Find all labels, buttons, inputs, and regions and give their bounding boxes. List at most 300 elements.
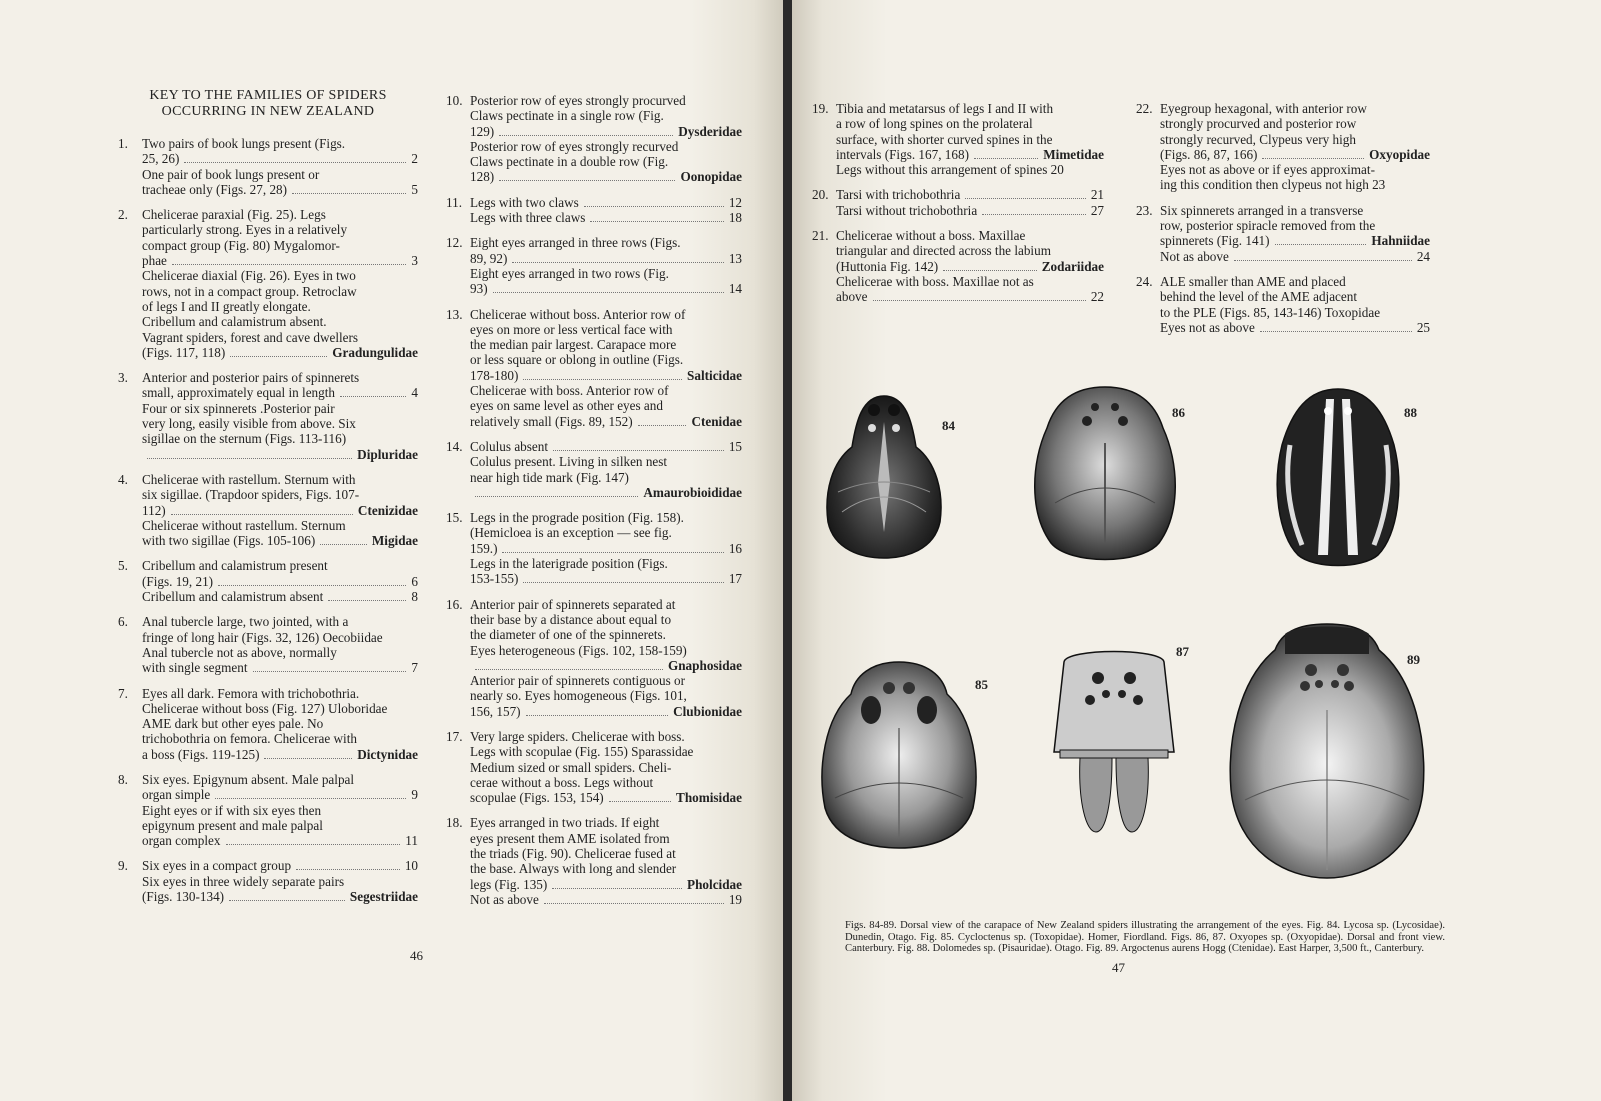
dot-leader bbox=[523, 379, 682, 380]
key-heading-line-2: OCCURRING IN NEW ZEALAND bbox=[161, 104, 375, 119]
dot-leader bbox=[526, 715, 669, 716]
spider-carapace-drawing-icon bbox=[815, 658, 983, 852]
couplet-text: eyes present them AME isolated from bbox=[470, 830, 670, 846]
couplet-text: (Figs. 117, 118) bbox=[142, 344, 226, 360]
page-number-left: 46 bbox=[410, 948, 423, 963]
couplet-text: very long, easily visible from above. Six bbox=[142, 416, 356, 432]
couplet-number: 11. bbox=[446, 194, 462, 210]
figure-87 bbox=[1050, 642, 1178, 838]
couplet-line bbox=[470, 139, 742, 154]
couplet-number: 14. bbox=[446, 438, 463, 454]
couplet-text: 25, 26) bbox=[142, 151, 180, 167]
couplet-line bbox=[142, 314, 418, 329]
couplet-text: a boss (Figs. 119-125) bbox=[142, 746, 260, 762]
couplet-number: 18. bbox=[446, 815, 463, 831]
dot-leader bbox=[171, 514, 353, 515]
couplet-text: behind the level of the AME adjacent bbox=[1160, 289, 1358, 305]
figure-89 bbox=[1225, 620, 1430, 882]
couplet-line bbox=[470, 744, 742, 759]
family-name: Migidae bbox=[371, 533, 418, 549]
couplet-line bbox=[142, 518, 418, 533]
couplet-line bbox=[142, 370, 418, 385]
key-couplet bbox=[118, 472, 418, 548]
couplet-line bbox=[142, 858, 418, 873]
couplet-text: Six eyes in three widely separate pairs bbox=[142, 873, 345, 889]
couplet-text: Eyes not as above or if eyes approximat- bbox=[1160, 162, 1375, 178]
key-entries bbox=[812, 101, 1104, 305]
couplet-text: Very large spiders. Chelicerae with boss. bbox=[470, 728, 685, 744]
family-name: Dysderidae bbox=[678, 123, 742, 139]
key-couplet bbox=[118, 136, 418, 197]
couplet-line bbox=[470, 281, 742, 296]
family-name: Mimetidae bbox=[1043, 146, 1104, 162]
couplet-line bbox=[142, 385, 418, 400]
couplet-number: 20. bbox=[812, 187, 829, 203]
couplet-line bbox=[142, 701, 418, 716]
dot-leader bbox=[553, 450, 724, 451]
couplet-text: scopulae (Figs. 153, 154) bbox=[470, 790, 604, 806]
couplet-text: the base. Always with long and slender bbox=[470, 861, 677, 877]
couplet-text: legs (Fig. 135) bbox=[470, 876, 548, 892]
dot-leader bbox=[475, 496, 638, 497]
couplet-number: 19. bbox=[812, 101, 829, 116]
key-column-1 bbox=[118, 88, 418, 914]
couplet-line bbox=[470, 510, 742, 525]
couplet-text: (Hemicloea is an exception — see fig. bbox=[470, 525, 672, 541]
couplet-line bbox=[142, 136, 418, 151]
couplet-line bbox=[836, 116, 1104, 131]
couplet-line bbox=[470, 398, 742, 413]
couplet-number: 23. bbox=[1136, 202, 1153, 218]
couplet-line bbox=[470, 337, 742, 352]
couplet-line bbox=[142, 803, 418, 818]
couplet-goto: 5 bbox=[411, 181, 418, 197]
couplet-text: 128) bbox=[470, 169, 495, 185]
couplet-text: Chelicerae diaxial (Fig. 26). Eyes in two bbox=[142, 268, 356, 284]
dot-leader bbox=[512, 262, 723, 263]
couplet-line bbox=[470, 556, 742, 571]
couplet-text: 93) bbox=[470, 281, 488, 297]
couplet-text: the median pair largest. Carapace more bbox=[470, 337, 677, 353]
couplet-line bbox=[836, 101, 1104, 116]
key-couplet bbox=[118, 772, 418, 848]
couplet-text: with single segment bbox=[142, 660, 248, 676]
family-name: Gnaphosidae bbox=[667, 657, 742, 673]
couplet-line bbox=[1160, 177, 1430, 192]
family-name: Zodariidae bbox=[1041, 258, 1104, 274]
couplet-line bbox=[470, 454, 742, 469]
couplet-line bbox=[470, 815, 742, 830]
couplet-line bbox=[142, 574, 418, 589]
couplet-text: Anterior and posterior pairs of spinnerets bbox=[142, 370, 360, 386]
couplet-goto: 7 bbox=[411, 660, 418, 676]
key-couplet bbox=[118, 207, 418, 360]
couplet-line bbox=[142, 268, 418, 283]
couplet-text: Eyes all dark. Femora with trichobothria. bbox=[142, 685, 360, 701]
key-column-2 bbox=[446, 93, 742, 917]
couplet-number: 16. bbox=[446, 596, 463, 612]
couplet-text: Chelicerae with rastellum. Sternum with bbox=[142, 471, 356, 487]
couplet-line bbox=[1160, 274, 1430, 289]
dot-leader bbox=[590, 221, 723, 222]
couplet-text: 89, 92) bbox=[470, 250, 508, 266]
dot-leader bbox=[253, 671, 407, 672]
couplet-line bbox=[1160, 249, 1430, 264]
dot-leader bbox=[229, 900, 345, 901]
key-couplet bbox=[446, 93, 742, 185]
couplet-text: Vagrant spiders, forest and cave dwellers bbox=[142, 329, 359, 345]
dot-leader bbox=[1262, 158, 1364, 159]
couplet-number: 5. bbox=[118, 558, 128, 574]
couplet-text: Anal tubercle not as above, normally bbox=[142, 644, 337, 660]
couplet-text: Eyes arranged in two triads. If eight bbox=[470, 815, 660, 831]
couplet-text: fringe of long hair (Figs. 32, 126) Oecobiidae bbox=[142, 629, 383, 645]
couplet-line bbox=[470, 210, 742, 225]
couplet-goto: 15 bbox=[728, 438, 742, 454]
couplet-text: row, posterior spiracle removed from the bbox=[1160, 218, 1376, 234]
dot-leader bbox=[320, 544, 367, 545]
family-name: Dictynidae bbox=[357, 746, 418, 762]
couplet-text: with two sigillae (Figs. 105-106) bbox=[142, 533, 316, 549]
key-couplet bbox=[812, 228, 1104, 304]
couplet-text: nearly so. Eyes homogeneous (Figs. 101, bbox=[470, 688, 687, 704]
couplet-goto: 17 bbox=[728, 571, 742, 587]
couplet-goto: 21 bbox=[1090, 187, 1104, 203]
dot-leader bbox=[296, 869, 400, 870]
family-name: Amaurobioididae bbox=[643, 484, 742, 500]
family-name: Segestriidae bbox=[349, 889, 418, 905]
key-couplet bbox=[1136, 101, 1430, 193]
family-name: Hahniidae bbox=[1371, 233, 1430, 249]
family-name: Oxyopidae bbox=[1369, 146, 1430, 162]
couplet-line bbox=[142, 589, 418, 604]
couplet-line bbox=[142, 716, 418, 731]
couplet-text: 159.) bbox=[470, 540, 498, 556]
figure-label-84: 84 bbox=[942, 418, 955, 433]
couplet-line bbox=[470, 439, 742, 454]
book-gutter bbox=[783, 0, 792, 1101]
couplet-line bbox=[470, 368, 742, 383]
couplet-line bbox=[1160, 218, 1430, 233]
couplet-line bbox=[1160, 305, 1430, 320]
dot-leader bbox=[974, 158, 1038, 159]
couplet-line bbox=[142, 889, 418, 904]
couplet-text: AME dark but other eyes pale. No bbox=[142, 716, 324, 732]
couplet-line bbox=[142, 472, 418, 487]
couplet-goto: 25 bbox=[1416, 319, 1430, 335]
couplet-line bbox=[470, 571, 742, 586]
key-heading-line-1: KEY TO THE FAMILIES OF SPIDERS bbox=[149, 88, 387, 103]
couplet-text: particularly strong. Eyes in a relatively bbox=[142, 222, 348, 238]
couplet-line bbox=[142, 431, 418, 446]
key-couplet bbox=[446, 307, 742, 429]
spider-carapace-drawing-icon bbox=[1025, 383, 1185, 571]
couplet-text: Chelicerae with boss. Maxillae not as bbox=[836, 273, 1034, 289]
figure-label-85: 85 bbox=[975, 677, 988, 692]
couplet-line bbox=[470, 627, 742, 642]
couplet-line bbox=[470, 383, 742, 398]
figure-86 bbox=[1025, 383, 1185, 571]
dot-leader bbox=[523, 582, 723, 583]
couplet-text: organ complex bbox=[142, 833, 221, 849]
couplet-text: strongly procurved and posterior row bbox=[1160, 116, 1357, 132]
couplet-text: eyes on same level as other eyes and bbox=[470, 398, 663, 414]
dot-leader bbox=[215, 798, 406, 799]
couplet-text: Eight eyes arranged in two rows (Fig. bbox=[470, 265, 669, 281]
key-couplet bbox=[446, 597, 742, 719]
couplet-goto: 27 bbox=[1090, 202, 1104, 218]
couplet-text: Chelicerae paraxial (Fig. 25). Legs bbox=[142, 207, 326, 223]
couplet-text: triangular and directed across the labium bbox=[836, 243, 1051, 259]
couplet-line bbox=[142, 503, 418, 518]
couplet-line bbox=[142, 238, 418, 253]
dot-leader bbox=[943, 270, 1037, 271]
key-couplet bbox=[446, 439, 742, 500]
couplet-text: Not as above bbox=[470, 891, 539, 907]
couplet-line bbox=[142, 253, 418, 268]
couplet-goto: 19 bbox=[728, 891, 742, 907]
couplet-text: above bbox=[836, 289, 868, 305]
couplet-text: Six spinnerets arranged in a transverse bbox=[1160, 202, 1364, 218]
couplet-line bbox=[470, 470, 742, 485]
couplet-line bbox=[142, 660, 418, 675]
couplet-line bbox=[142, 686, 418, 701]
couplet-text: strongly recurved, Clypeus very high bbox=[1160, 131, 1356, 147]
couplet-number: 10. bbox=[446, 93, 463, 108]
couplet-number: 3. bbox=[118, 370, 128, 386]
couplet-line bbox=[1160, 132, 1430, 147]
dot-leader bbox=[502, 552, 723, 553]
key-couplet bbox=[1136, 274, 1430, 335]
couplet-line bbox=[470, 729, 742, 744]
dot-leader bbox=[499, 180, 675, 181]
couplet-text: trichobothria on femora. Chelicerae with bbox=[142, 731, 357, 747]
dot-leader bbox=[965, 198, 1085, 199]
couplet-text: spinnerets (Fig. 141) bbox=[1160, 233, 1270, 249]
key-entries bbox=[446, 93, 742, 907]
dot-leader bbox=[544, 903, 724, 904]
couplet-line bbox=[1160, 320, 1430, 335]
key-couplet bbox=[446, 195, 742, 226]
dot-leader bbox=[264, 758, 352, 759]
couplet-text: Eight eyes arranged in three rows (Figs. bbox=[470, 235, 681, 251]
couplet-line bbox=[470, 877, 742, 892]
couplet-line bbox=[470, 831, 742, 846]
couplet-line bbox=[836, 132, 1104, 147]
couplet-text: to the PLE (Figs. 85, 143-146) Toxopidae bbox=[1160, 304, 1381, 320]
spider-carapace-drawing-icon bbox=[1268, 385, 1408, 569]
couplet-line bbox=[142, 630, 418, 645]
key-couplet bbox=[118, 370, 418, 462]
dot-leader bbox=[184, 162, 406, 163]
couplet-text: Four or six spinnerets .Posterior pair bbox=[142, 400, 335, 416]
couplet-text: 156, 157) bbox=[470, 703, 521, 719]
couplet-goto: 16 bbox=[728, 540, 742, 556]
couplet-line bbox=[1160, 289, 1430, 304]
couplet-number: 7. bbox=[118, 685, 128, 701]
page-number-right: 47 bbox=[1112, 960, 1125, 975]
couplet-goto: 4 bbox=[411, 385, 418, 401]
couplet-line bbox=[470, 525, 742, 540]
couplet-number: 21. bbox=[812, 228, 829, 244]
couplet-text: Claws pectinate in a double row (Fig. bbox=[470, 154, 669, 170]
couplet-line bbox=[1160, 116, 1430, 131]
couplet-text: relatively small (Figs. 89, 152) bbox=[470, 413, 633, 429]
couplet-number: 15. bbox=[446, 510, 463, 526]
couplet-number: 6. bbox=[118, 614, 128, 630]
couplet-text: Chelicerae without rastellum. Sternum bbox=[142, 517, 346, 533]
couplet-text: Cribellum and calamistrum absent bbox=[142, 589, 324, 605]
couplet-line bbox=[142, 833, 418, 848]
couplet-line bbox=[470, 251, 742, 266]
dot-leader bbox=[493, 292, 724, 293]
dot-leader bbox=[172, 264, 407, 265]
couplet-number: 13. bbox=[446, 306, 463, 322]
couplet-text: Cribellum and calamistrum present bbox=[142, 558, 328, 574]
couplet-number: 8. bbox=[118, 771, 128, 787]
couplet-text: Eight eyes or if with six eyes then bbox=[142, 802, 322, 818]
couplet-goto: 3 bbox=[411, 253, 418, 269]
couplet-line bbox=[142, 416, 418, 431]
key-couplet bbox=[118, 858, 418, 904]
couplet-text: Eyes not as above bbox=[1160, 319, 1255, 335]
couplet-text: Chelicerae without boss. Anterior row of bbox=[470, 306, 686, 322]
couplet-line bbox=[1160, 203, 1430, 218]
couplet-text: Anterior pair of spinnerets separated at bbox=[470, 596, 676, 612]
couplet-text: 129) bbox=[470, 123, 495, 139]
couplet-number: 9. bbox=[118, 858, 128, 874]
couplet-line bbox=[470, 775, 742, 790]
couplet-text: Tibia and metatarsus of legs I and II with bbox=[836, 101, 1054, 116]
family-name: Salticidae bbox=[687, 367, 742, 383]
dot-leader bbox=[340, 396, 406, 397]
figure-label-87: 87 bbox=[1176, 644, 1189, 659]
couplet-line bbox=[470, 861, 742, 876]
couplet-goto: 10 bbox=[404, 858, 418, 874]
couplet-text: One pair of book lungs present or bbox=[142, 166, 320, 182]
dot-leader bbox=[218, 585, 406, 586]
couplet-line bbox=[470, 597, 742, 612]
couplet-line bbox=[470, 643, 742, 658]
dot-leader bbox=[638, 425, 687, 426]
couplet-line bbox=[836, 187, 1104, 202]
couplet-text: Medium sized or small spiders. Cheli- bbox=[470, 759, 672, 775]
key-column-3 bbox=[812, 101, 1104, 315]
dot-leader bbox=[552, 888, 682, 889]
couplet-number: 1. bbox=[118, 136, 128, 151]
couplet-line bbox=[470, 790, 742, 805]
couplet-text: ing this condition then clypeus not high 23 bbox=[1160, 177, 1386, 193]
couplet-line bbox=[142, 330, 418, 345]
couplet-text: Posterior row of eyes strongly procurved bbox=[470, 93, 686, 108]
spider-carapace-drawing-icon bbox=[1225, 620, 1430, 882]
couplet-text: phae bbox=[142, 253, 167, 269]
couplet-line bbox=[1160, 101, 1430, 116]
couplet-line bbox=[470, 154, 742, 169]
couplet-text: (Figs. 86, 87, 166) bbox=[1160, 146, 1258, 162]
couplet-text: Colulus absent bbox=[470, 438, 549, 454]
key-entries bbox=[118, 136, 418, 904]
couplet-goto: 6 bbox=[411, 573, 418, 589]
family-name: Thomisidae bbox=[676, 790, 742, 806]
couplet-text: Two pairs of book lungs present (Figs. bbox=[142, 136, 346, 151]
figure-84 bbox=[822, 392, 946, 560]
figure-label-88: 88 bbox=[1404, 405, 1417, 420]
couplet-line bbox=[142, 284, 418, 299]
couplet-text: small, approximately equal in length bbox=[142, 385, 336, 401]
dot-leader bbox=[499, 135, 673, 136]
couplet-number: 22. bbox=[1136, 101, 1153, 116]
couplet-text: Six eyes in a compact group bbox=[142, 858, 292, 874]
key-couplet bbox=[118, 558, 418, 604]
spider-head-front-drawing-icon bbox=[1050, 642, 1178, 838]
couplet-text: 178-180) bbox=[470, 367, 519, 383]
couplet-text: Cribellum and calamistrum absent. bbox=[142, 314, 327, 330]
couplet-line bbox=[470, 414, 742, 429]
dot-leader bbox=[292, 193, 406, 194]
couplet-line bbox=[470, 485, 742, 500]
family-name: Clubionidae bbox=[673, 703, 742, 719]
couplet-line bbox=[470, 846, 742, 861]
dot-leader bbox=[609, 801, 671, 802]
couplet-text: their base by a distance about equal to bbox=[470, 611, 672, 627]
family-name: Gradungulidae bbox=[332, 344, 418, 360]
couplet-text: the triads (Fig. 90). Chelicerae fused at bbox=[470, 846, 676, 862]
couplet-text: Legs with three claws bbox=[470, 210, 586, 226]
couplet-line bbox=[142, 787, 418, 802]
couplet-text: near high tide mark (Fig. 147) bbox=[470, 469, 629, 485]
dot-leader bbox=[475, 669, 663, 670]
couplet-line bbox=[142, 731, 418, 746]
couplet-text: Six eyes. Epigynum absent. Male palpal bbox=[142, 771, 355, 787]
couplet-goto: 24 bbox=[1416, 248, 1430, 264]
couplet-line bbox=[142, 645, 418, 660]
couplet-line bbox=[142, 874, 418, 889]
couplet-line bbox=[470, 892, 742, 907]
couplet-line bbox=[470, 688, 742, 703]
couplet-text: Tarsi without trichobothria bbox=[836, 202, 978, 218]
couplet-goto: 22 bbox=[1090, 289, 1104, 305]
dot-leader bbox=[982, 214, 1086, 215]
couplet-text: Chelicerae without a boss. Maxillae bbox=[836, 228, 1026, 244]
couplet-line bbox=[470, 673, 742, 688]
couplet-text: 153-155) bbox=[470, 571, 519, 587]
couplet-line bbox=[142, 533, 418, 548]
dot-leader bbox=[584, 206, 724, 207]
figure-label-89: 89 bbox=[1407, 652, 1420, 667]
couplet-text: of legs I and II greatly elongate. bbox=[142, 298, 311, 314]
key-couplet bbox=[446, 729, 742, 805]
dot-leader bbox=[1234, 260, 1412, 261]
couplet-line bbox=[142, 182, 418, 197]
dot-leader bbox=[1275, 244, 1367, 245]
couplet-line bbox=[470, 704, 742, 719]
family-name: Oonopidae bbox=[680, 169, 742, 185]
couplet-text: compact group (Fig. 80) Mygalomor- bbox=[142, 237, 340, 253]
couplet-goto: 2 bbox=[411, 151, 418, 167]
couplet-text: Legs with scopulae (Fig. 155) Sparassidae bbox=[470, 744, 694, 760]
couplet-line bbox=[142, 747, 418, 762]
couplet-line bbox=[470, 124, 742, 139]
couplet-goto: 8 bbox=[411, 589, 418, 605]
couplet-line bbox=[142, 818, 418, 833]
couplet-text: sigillae on the sternum (Figs. 113-116) bbox=[142, 431, 347, 447]
dot-leader bbox=[226, 844, 401, 845]
couplet-text: a row of long spines on the prolateral bbox=[836, 116, 1033, 132]
couplet-text: Legs with two claws bbox=[470, 194, 579, 210]
couplet-number: 12. bbox=[446, 235, 463, 251]
couplet-number: 24. bbox=[1136, 273, 1153, 289]
